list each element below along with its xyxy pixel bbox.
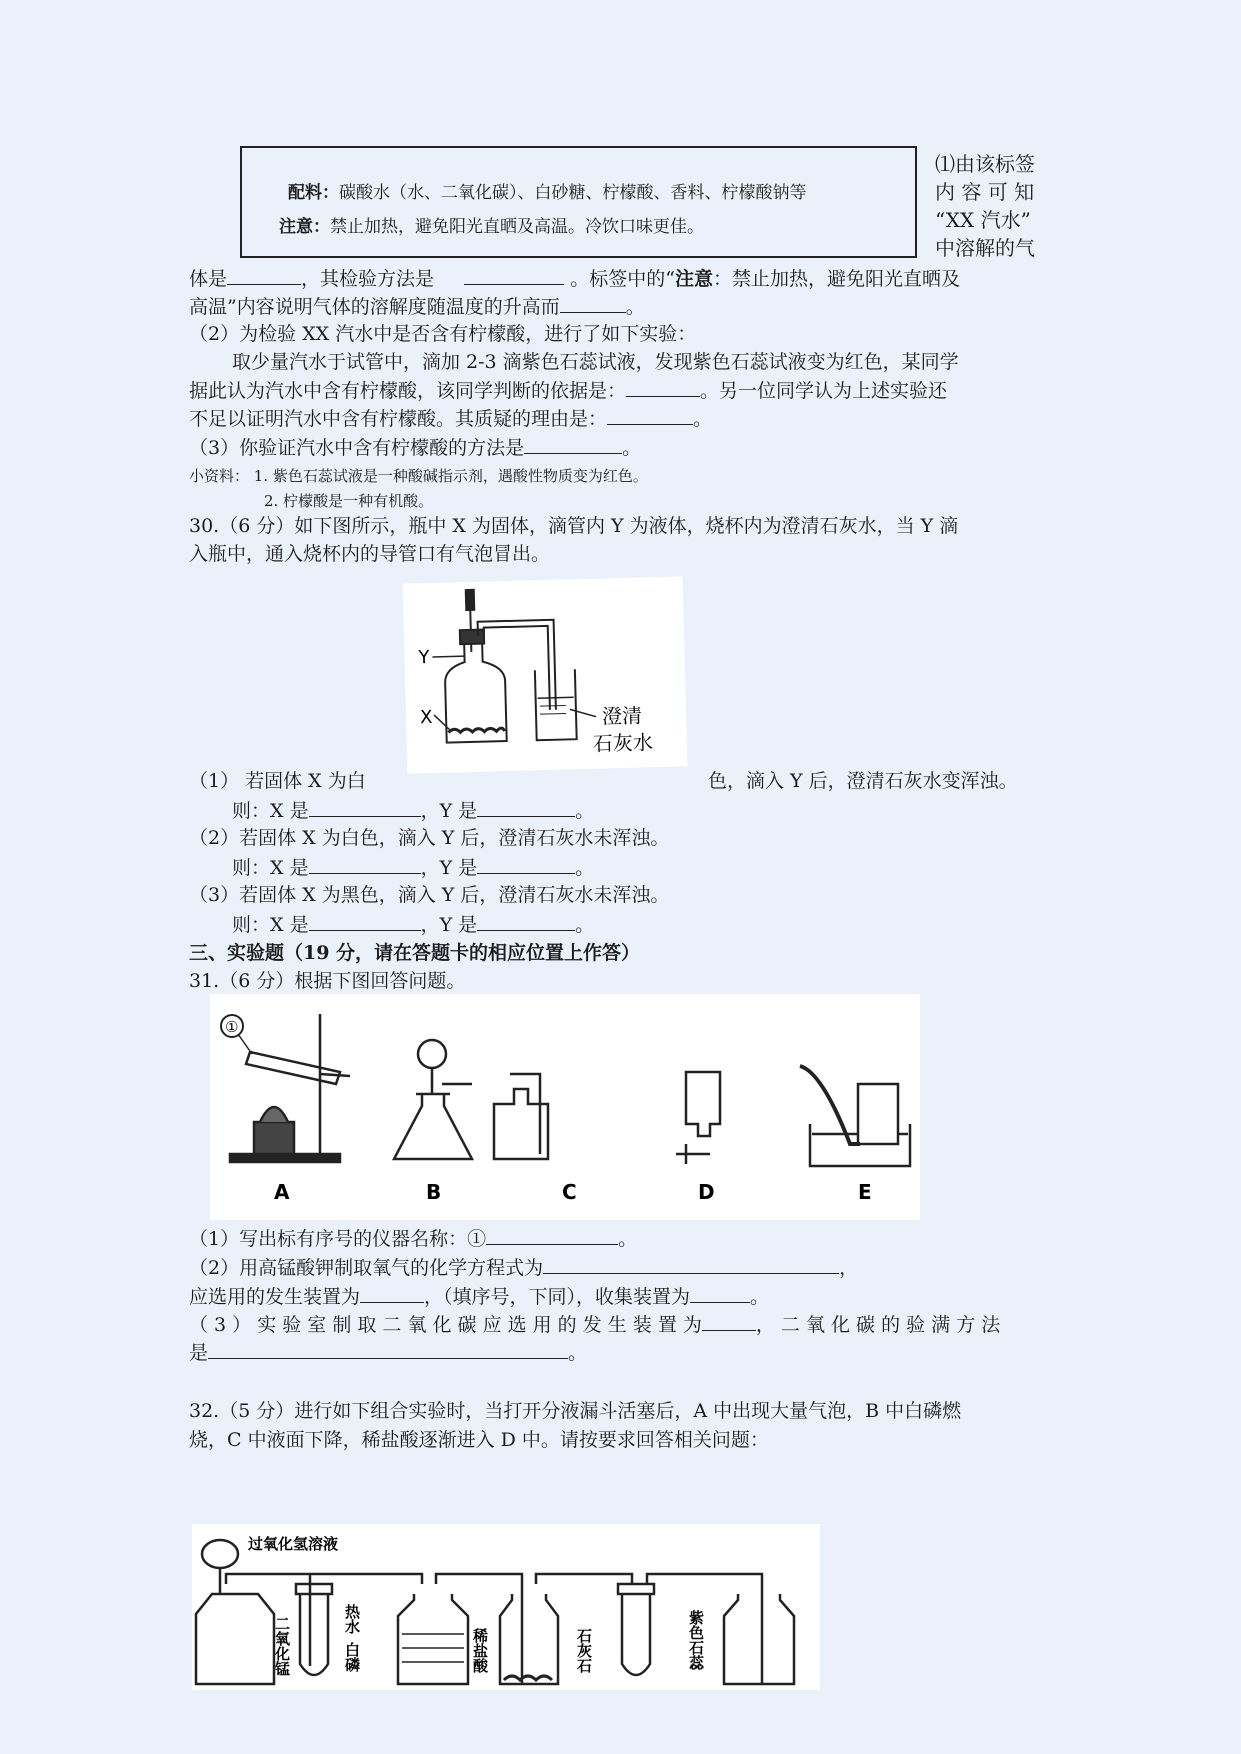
q31-sub2-line1: （2）用高锰酸钾制取氧气的化学方程式为 ， <box>189 1253 858 1282</box>
q30-sub3: （3）若固体 X 为黑色，滴入 Y 后，澄清石灰水未浑浊。 <box>189 884 670 906</box>
q29-line1: 体是 ，其检验方法是 。标签中的“注意：禁止加热，避免阳光直晒及 <box>189 264 960 293</box>
q31-apparatus-figure <box>210 994 920 1220</box>
section-3-heading: 三、实验题（19 分，请在答题卡的相应位置上作答） <box>189 942 641 964</box>
label-ingredients: 配料：碳酸水（水、二氧化碳）、白砂糖、柠檬酸、香料、柠檬酸钠等 <box>288 183 807 203</box>
q30-sub2-answer: 则：X 是 ，Y 是 。 <box>232 853 594 882</box>
q31-fig-label-d: D <box>698 1180 715 1204</box>
q29-side-text: ⑴由该标签 内 容 可 知 “XX 汽水” 中溶解的气 <box>935 152 1035 260</box>
q31-fig-marker: ① <box>225 1018 239 1036</box>
q31-stem: 31.（6 分）根据下图回答问题。 <box>189 970 466 992</box>
q30-stem-line1: 30.（6 分）如下图所示，瓶中 X 为固体，滴管内 Y 为液体，烧杯内为澄清石灰水，当 Y 滴 <box>189 515 959 537</box>
q32-fig-label-hotwater: 热水 <box>343 1604 361 1634</box>
q30-sub1-answer: 则：X 是 ，Y 是 。 <box>232 796 594 825</box>
q29-part2-text-b: 据此认为汽水中含有柠檬酸，该同学判断的依据是： 。另一位同学认为上述实验还 <box>189 376 947 405</box>
q32-fig-label-h2o2: 过氧化氢溶液 <box>248 1535 339 1553</box>
q29-part3: （3）你验证汽水中含有柠檬酸的方法是 。 <box>189 433 641 462</box>
q30-apparatus-drawing <box>403 576 688 773</box>
q29-note2: 2. 柠檬酸是一种有机酸。 <box>264 492 434 510</box>
q31-sub1: （1）写出标有序号的仪器名称：① 。 <box>189 1224 637 1253</box>
q30-fig-label-limewater1: 澄清 <box>601 703 643 729</box>
q30-sub1-start: （1） 若固体 X 为白 <box>189 770 366 792</box>
q31-apparatus-drawing <box>210 994 920 1220</box>
q31-sub3-line1: （ 3 ） 实 验 室 制 取 二 氧 化 碳 应 选 用 的 发 生 装 置 为 ， 二 氧 化 碳 的 验 满 方 法 <box>189 1310 1000 1339</box>
q29-part2-text-a: 取少量汽水于试管中，滴加 2-3 滴紫色石蕊试液，发现紫色石蕊试液变为红色，某同学 <box>232 351 959 373</box>
q29-part2: （2）为检验 XX 汽水中是否含有柠檬酸，进行了如下实验： <box>189 323 697 345</box>
q32-stem-line2: 烧，C 中液面下降，稀盐酸逐渐进入 D 中。请按要求回答相关问题： <box>189 1429 769 1451</box>
q30-fig-label-y: Y <box>418 647 430 669</box>
q32-fig-label-whitep: 白磷 <box>343 1642 361 1672</box>
q30-sub3-answer: 则：X 是 ，Y 是 。 <box>232 910 594 939</box>
q30-stem-line2: 入瓶中，通入烧杯内的导管口有气泡冒出。 <box>189 543 551 565</box>
q32-stem-line1: 32.（5 分）进行如下组合实验时，当打开分液漏斗活塞后，A 中出现大量气泡，B 中白磷燃 <box>189 1400 962 1422</box>
label-caution: 注意：禁止加热，避免阳光直晒及高温。冷饮口味更佳。 <box>279 217 704 237</box>
q31-sub2-line2: 应选用的发生装置为 ，（填序号，下同），收集装置为 。 <box>189 1282 769 1311</box>
q32-fig-label-mno2: 二氧化锰 <box>273 1616 291 1676</box>
q32-fig-label-litmus: 紫色石蕊 <box>687 1610 705 1670</box>
q32-fig-label-limestone: 石灰石 <box>575 1628 593 1673</box>
q32-apparatus-drawing <box>192 1524 820 1690</box>
q30-sub2: （2）若固体 X 为白色，滴入 Y 后，澄清石灰水未浑浊。 <box>189 827 670 849</box>
q30-fig-label-x: X <box>419 706 433 729</box>
q31-sub3-line2: 是 。 <box>189 1338 587 1367</box>
q31-fig-label-a: A <box>274 1180 290 1204</box>
q31-fig-label-e: E <box>858 1180 872 1204</box>
q29-line2: 高温”内容说明气体的溶解度随温度的升高而 。 <box>189 292 645 321</box>
q30-fig-label-limewater2: 石灰水 <box>592 730 654 756</box>
q29-note1: 小资料： 1. 紫色石蕊试液是一种酸碱指示剂，遇酸性物质变为红色。 <box>189 467 648 485</box>
q31-fig-label-c: C <box>562 1180 577 1204</box>
q29-part2-text-c: 不足以证明汽水中含有柠檬酸。其质疑的理由是： 。 <box>189 404 712 433</box>
q32-fig-label-hcl: 稀盐酸 <box>471 1628 489 1673</box>
q31-fig-label-b: B <box>426 1180 442 1204</box>
q32-apparatus-figure <box>192 1524 820 1690</box>
q30-apparatus-figure <box>403 576 688 773</box>
q30-sub1-end: 色，滴入 Y 后，澄清石灰水变浑浊。 <box>708 770 1018 792</box>
